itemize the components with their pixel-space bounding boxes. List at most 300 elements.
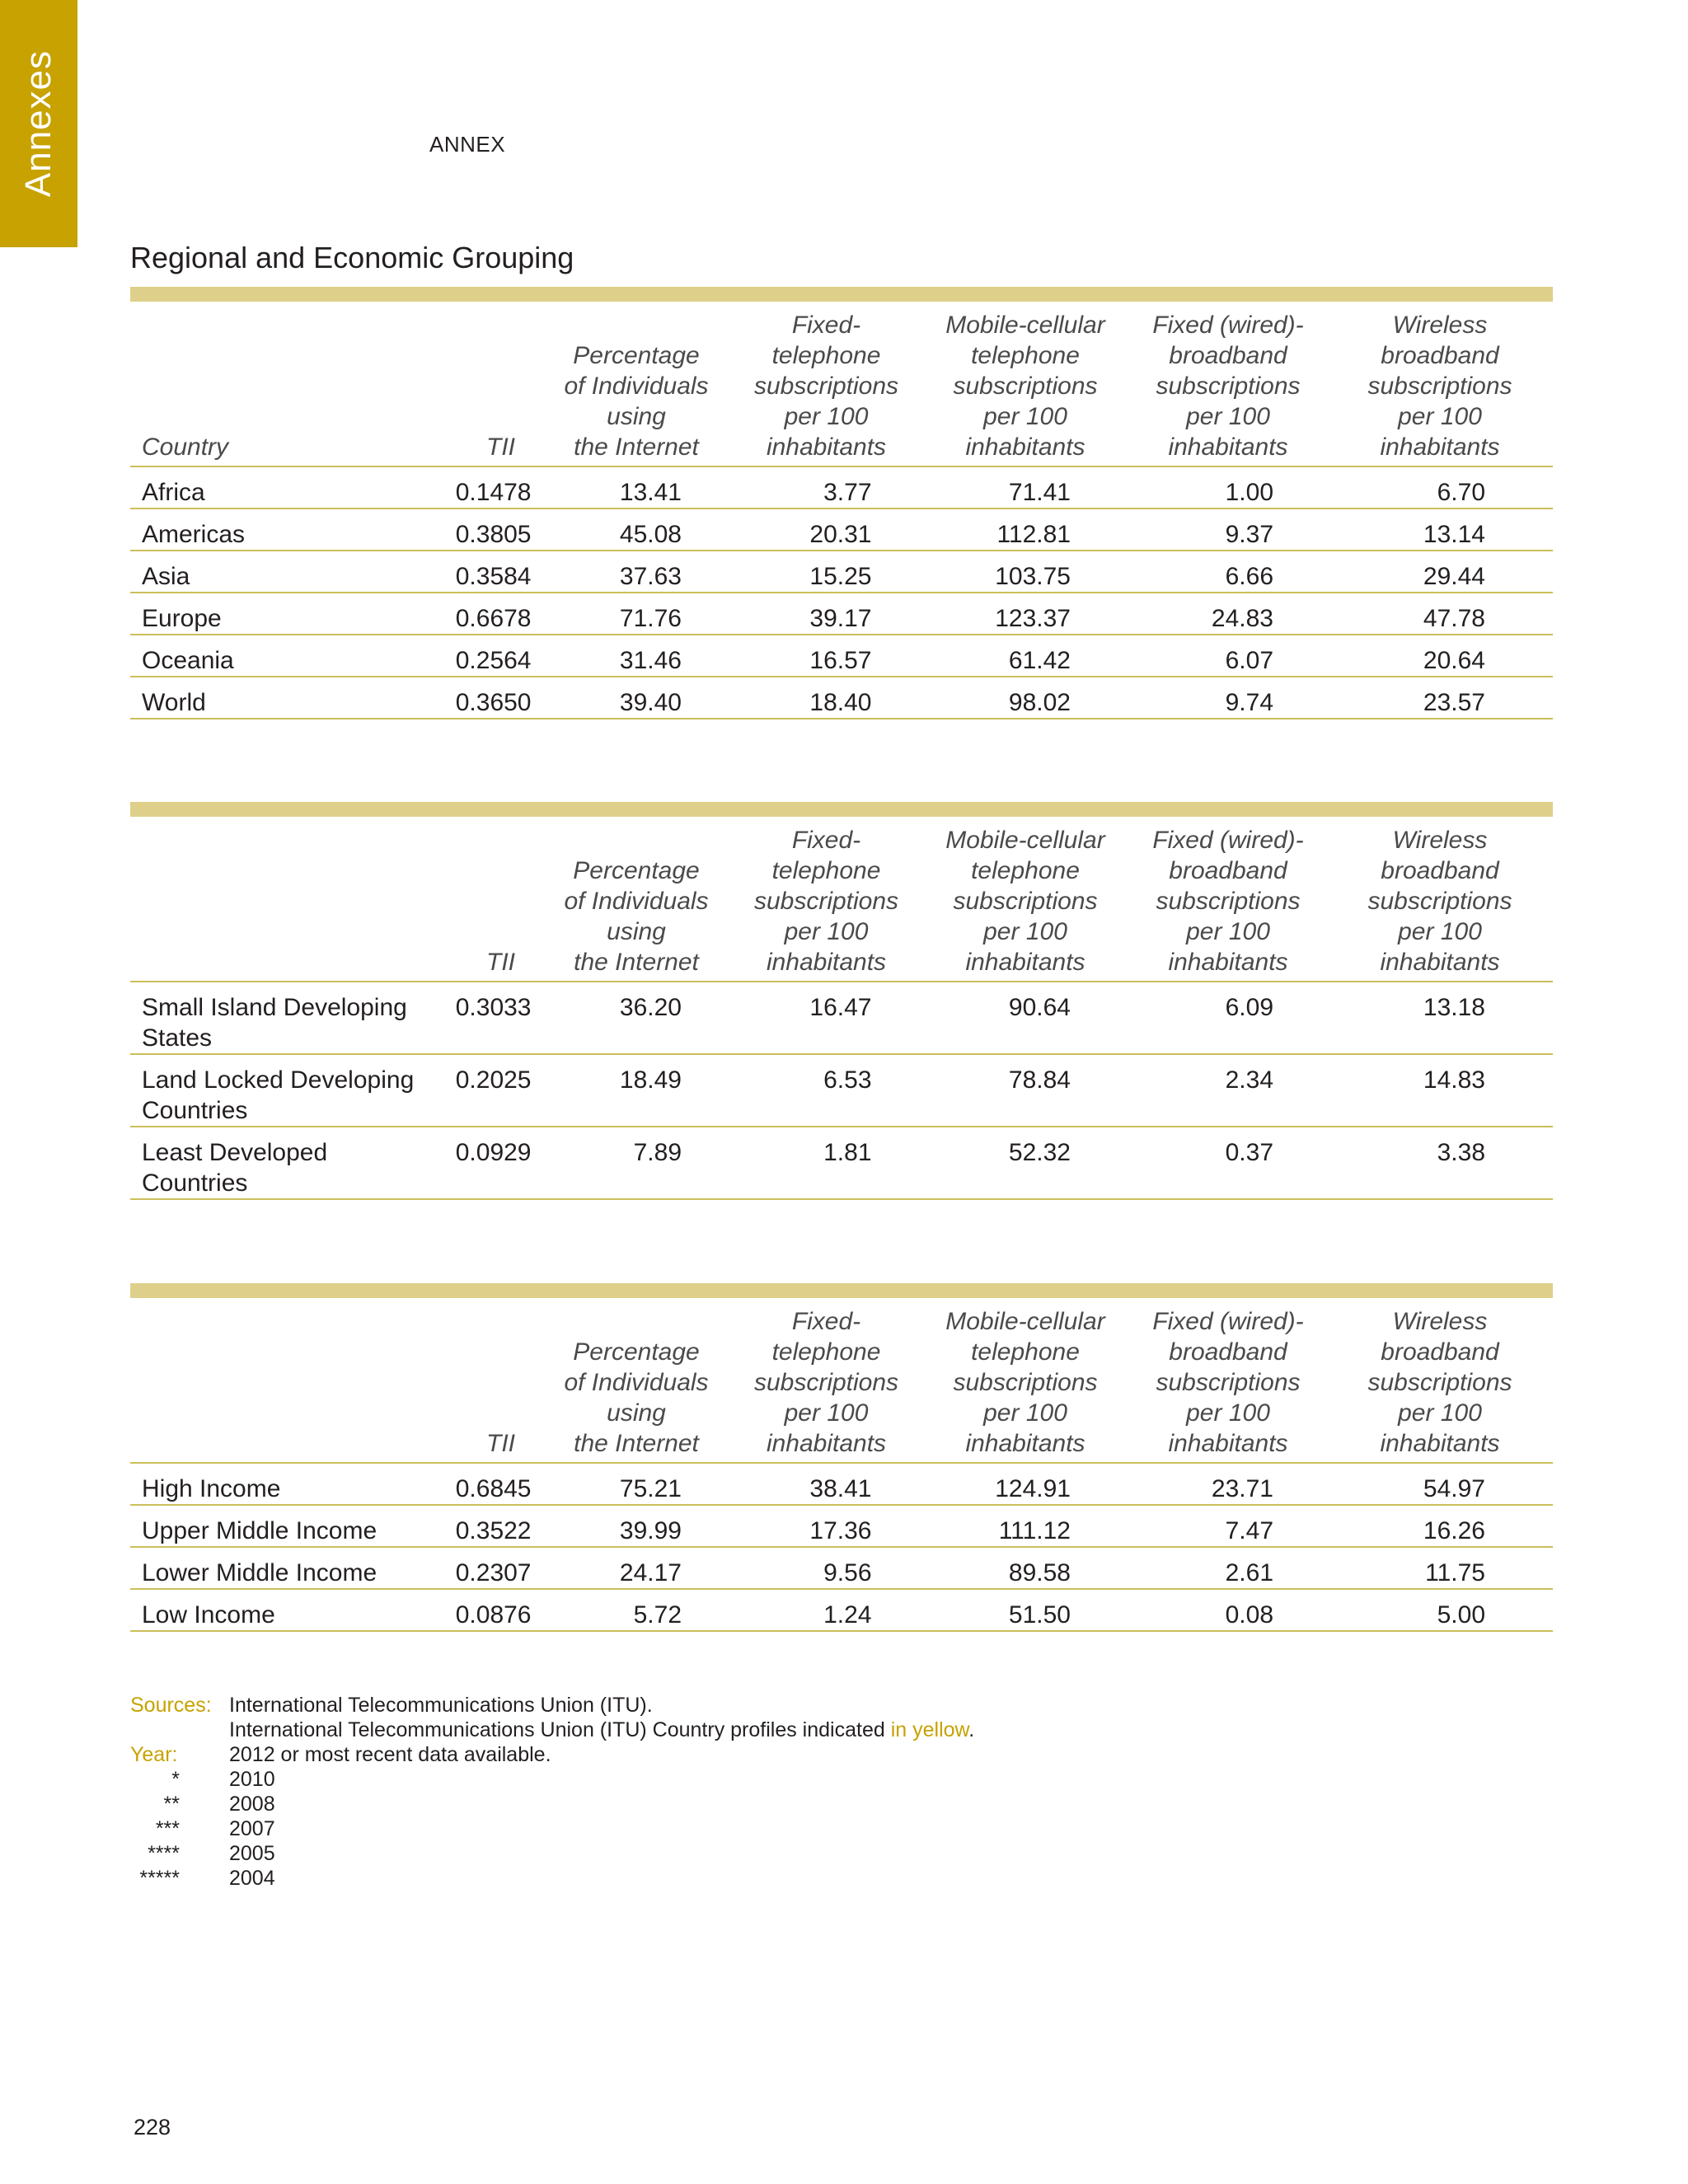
year-text: 2012 or most recent data available. [229, 1743, 551, 1766]
cell-tii [430, 1127, 542, 1199]
table-row [130, 1547, 1553, 1589]
col-header-mobile [921, 817, 1129, 982]
cell-value: 0.1478 [455, 479, 532, 506]
cell-value: 7.47 [1225, 1517, 1273, 1544]
cell-fixed-broadband [1129, 1589, 1327, 1631]
cell-fixed-telephone [731, 635, 921, 677]
header-line: per 100 [1398, 918, 1482, 945]
table-header-row [130, 817, 1553, 982]
cell-internet [542, 1463, 731, 1505]
cell-fixed-broadband [1129, 982, 1327, 1054]
header-line: of Individuals [564, 373, 709, 400]
cell-value: 112.81 [996, 521, 1071, 548]
header-line: inhabitants [965, 949, 1085, 976]
footnote-row [130, 1841, 974, 1866]
cell-value: 3.77 [823, 479, 872, 506]
cell-internet [542, 982, 731, 1054]
cell-value: 24.17 [619, 1559, 682, 1586]
header-line: inhabitants [1380, 949, 1500, 976]
cell-value: 47.78 [1423, 605, 1485, 632]
cell-fixed-broadband [1129, 1547, 1327, 1589]
header-line: inhabitants [965, 1430, 1085, 1457]
table-body [130, 466, 1553, 719]
cell-value: 89.58 [1008, 1559, 1071, 1586]
cell-value: 9.37 [1225, 521, 1273, 548]
year-label: Year: [130, 1743, 178, 1766]
footnote-row [130, 1767, 974, 1792]
table-row [130, 677, 1553, 719]
cell-internet [542, 1505, 731, 1547]
row-name-cell: Asia [130, 551, 430, 593]
row-name-cell: Europe [130, 593, 430, 635]
header-line: telephone [771, 1338, 881, 1366]
cell-value: 39.17 [809, 605, 872, 632]
cell-fixed-telephone [731, 509, 921, 551]
cell-value: 0.2025 [455, 1066, 532, 1094]
cell-value: 1.24 [823, 1601, 872, 1629]
cell-value: 9.56 [823, 1559, 872, 1586]
header-line: telephone [971, 342, 1080, 369]
header-line: subscriptions [1156, 1369, 1301, 1396]
cell-mobile [921, 1547, 1129, 1589]
cell-value: 1.81 [823, 1139, 872, 1166]
header-line: per 100 [784, 918, 869, 945]
cell-fixed-telephone [731, 1505, 921, 1547]
header-line: per 100 [983, 403, 1067, 430]
cell-wireless-broadband [1327, 1589, 1553, 1631]
header-line: subscriptions [953, 888, 1098, 915]
header-line: the Internet [574, 1430, 699, 1457]
table-row [130, 509, 1553, 551]
header-line: per 100 [1186, 918, 1270, 945]
cell-value: 0.3522 [455, 1517, 532, 1544]
table-row [130, 1505, 1553, 1547]
table-row [130, 466, 1553, 509]
cell-wireless-broadband [1327, 982, 1553, 1054]
row-name-cell: High Income [130, 1463, 430, 1505]
cell-internet [542, 509, 731, 551]
header-line: per 100 [784, 403, 869, 430]
cell-value: 0.08 [1225, 1601, 1273, 1629]
cell-wireless-broadband [1327, 1127, 1553, 1199]
cell-value: 7.89 [633, 1139, 682, 1166]
header-line: Wireless [1392, 312, 1488, 339]
cell-value: 23.57 [1423, 689, 1485, 716]
cell-value: 36.20 [619, 994, 682, 1021]
cell-fixed-telephone [731, 1054, 921, 1127]
cell-value: 61.42 [1008, 647, 1071, 674]
row-name-cell: Land Locked Developing Countries [130, 1054, 430, 1127]
cell-value: 0.2307 [455, 1559, 532, 1586]
footnote-list [130, 1767, 974, 1891]
footnote-mark: *** [155, 1817, 180, 1840]
cell-value: 90.64 [1008, 994, 1071, 1021]
footnote-mark: ***** [139, 1867, 180, 1890]
cell-mobile [921, 1505, 1129, 1547]
header-line: per 100 [1186, 403, 1270, 430]
cell-value: 23.71 [1211, 1475, 1273, 1502]
cell-wireless-broadband [1327, 1505, 1553, 1547]
cell-fixed-telephone [731, 551, 921, 593]
col-header-country: Country [130, 302, 430, 466]
table-row [130, 593, 1553, 635]
cell-value: 52.32 [1008, 1139, 1071, 1166]
page-title: Regional and Economic Grouping [130, 241, 574, 274]
footnote-year: 2008 [229, 1793, 275, 1816]
cell-value: 37.63 [619, 563, 682, 590]
cell-internet [542, 677, 731, 719]
cell-internet [542, 1127, 731, 1199]
header-line: per 100 [983, 1399, 1067, 1427]
cell-internet [542, 1589, 731, 1631]
header-line: inhabitants [1168, 434, 1288, 461]
cell-tii [430, 1589, 542, 1631]
cell-value: 45.08 [619, 521, 682, 548]
cell-value: 38.41 [809, 1475, 872, 1502]
header-line: inhabitants [766, 949, 887, 976]
header-line: inhabitants [1168, 1430, 1288, 1457]
cell-value: 6.09 [1225, 994, 1273, 1021]
cell-value: 0.2564 [455, 647, 532, 674]
cell-value: 2.34 [1225, 1066, 1273, 1094]
cell-wireless-broadband [1327, 1463, 1553, 1505]
cell-value: 0.6845 [455, 1475, 532, 1502]
cell-value: 6.70 [1437, 479, 1485, 506]
cell-value: 13.14 [1423, 521, 1485, 548]
header-line: subscriptions [1367, 888, 1512, 915]
header-line: broadband [1169, 342, 1287, 369]
footnote-mark: ** [163, 1793, 180, 1816]
cell-value: 13.18 [1423, 994, 1485, 1021]
cell-value: 123.37 [995, 605, 1071, 632]
col-header-fixed-broadband [1129, 817, 1327, 982]
header-line: Percentage [573, 342, 700, 369]
header-line: the Internet [574, 949, 699, 976]
header-line: subscriptions [1156, 373, 1301, 400]
header-line: inhabitants [766, 434, 887, 461]
col-header-tii: TII [430, 1298, 542, 1463]
row-name-cell: Lower Middle Income [130, 1547, 430, 1589]
cell-wireless-broadband [1327, 1054, 1553, 1127]
cell-mobile [921, 1054, 1129, 1127]
cell-tii [430, 635, 542, 677]
header-line: subscriptions [1156, 888, 1301, 915]
source-text-2-highlight: in yellow [890, 1718, 969, 1741]
cell-value: 14.83 [1423, 1066, 1485, 1094]
header-line: Percentage [573, 857, 700, 884]
row-name-cell: Small Island Developing States [130, 982, 430, 1054]
header-line: telephone [771, 857, 881, 884]
col-header-tii: TII [430, 302, 542, 466]
cell-internet [542, 1547, 731, 1589]
cell-value: 39.99 [619, 1517, 682, 1544]
table-band [130, 287, 1553, 302]
header-line: broadband [1381, 857, 1499, 884]
header-line: inhabitants [965, 434, 1085, 461]
cell-mobile [921, 509, 1129, 551]
header-line: per 100 [1186, 1399, 1270, 1427]
cell-value: 75.21 [619, 1475, 682, 1502]
cell-mobile [921, 1463, 1129, 1505]
data-table [130, 1298, 1553, 1632]
header-line: subscriptions [1367, 1369, 1512, 1396]
col-header-wireless-broadband [1327, 817, 1553, 982]
row-name-cell: Oceania [130, 635, 430, 677]
cell-value: 5.72 [633, 1601, 682, 1629]
header-line: broadband [1169, 1338, 1287, 1366]
header-line: Mobile-cellular [945, 827, 1105, 854]
cell-value: 51.50 [1008, 1601, 1071, 1629]
cell-value: 16.26 [1423, 1517, 1485, 1544]
cell-value: 29.44 [1423, 563, 1485, 590]
col-header-fixed-telephone [731, 1298, 921, 1463]
header-line: Wireless [1392, 1308, 1488, 1335]
cell-wireless-broadband [1327, 593, 1553, 635]
cell-value: 71.41 [1008, 479, 1071, 506]
cell-tii [430, 509, 542, 551]
data-table [130, 302, 1553, 719]
cell-fixed-broadband [1129, 1463, 1327, 1505]
header-line: subscriptions [753, 888, 899, 915]
header-line: subscriptions [953, 1369, 1098, 1396]
header-line: Fixed (wired)- [1152, 827, 1304, 854]
cell-fixed-telephone [731, 1463, 921, 1505]
source-text-2-suffix: . [968, 1718, 975, 1741]
cell-mobile [921, 982, 1129, 1054]
cell-tii [430, 677, 542, 719]
cell-value: 98.02 [1008, 689, 1071, 716]
header-line: inhabitants [766, 1430, 887, 1457]
table-header-row [130, 1298, 1553, 1463]
cell-internet [542, 1054, 731, 1127]
cell-fixed-telephone [731, 1127, 921, 1199]
side-tab-label: Annexes [18, 49, 59, 198]
table-row [130, 1463, 1553, 1505]
footnote-year: 2010 [229, 1768, 275, 1791]
header-line: inhabitants [1380, 1430, 1500, 1457]
table-band [130, 1283, 1553, 1298]
cell-fixed-broadband [1129, 466, 1327, 509]
cell-fixed-telephone [731, 677, 921, 719]
cell-value: 0.37 [1225, 1139, 1273, 1166]
col-header-internet [542, 302, 731, 466]
cell-value: 124.91 [995, 1475, 1071, 1502]
cell-value: 18.40 [809, 689, 872, 716]
sources-label-spacer [130, 1718, 229, 1742]
source-text-1: International Telecommunications Union (ITU). [229, 1694, 653, 1717]
row-name-cell: Low Income [130, 1589, 430, 1631]
cell-internet [542, 466, 731, 509]
source-text-2 [229, 1718, 974, 1742]
cell-value: 13.41 [619, 479, 682, 506]
table-row [130, 1589, 1553, 1631]
header-line: per 100 [983, 918, 1067, 945]
cell-tii [430, 982, 542, 1054]
cell-wireless-broadband [1327, 677, 1553, 719]
cell-tii [430, 1463, 542, 1505]
header-line: of Individuals [564, 888, 709, 915]
cell-tii [430, 551, 542, 593]
cell-value: 24.83 [1211, 605, 1273, 632]
cell-value: 11.75 [1425, 1559, 1485, 1586]
footnote-row [130, 1792, 974, 1816]
col-header-mobile [921, 302, 1129, 466]
header-line: inhabitants [1168, 949, 1288, 976]
table-header-row [130, 302, 1553, 466]
footnote-row [130, 1866, 974, 1891]
cell-value: 0.6678 [455, 605, 532, 632]
header-line: telephone [971, 1338, 1080, 1366]
header-line: using [607, 1399, 666, 1427]
sources-notes [130, 1693, 974, 1891]
cell-fixed-broadband [1129, 1054, 1327, 1127]
row-name-cell: Africa [130, 466, 430, 509]
table-band [130, 802, 1553, 817]
table-body [130, 1463, 1553, 1631]
income-group-table [130, 1283, 1553, 1632]
cell-fixed-telephone [731, 1589, 921, 1631]
cell-value: 9.74 [1225, 689, 1273, 716]
cell-mobile [921, 551, 1129, 593]
cell-tii [430, 466, 542, 509]
header-line: Mobile-cellular [945, 312, 1105, 339]
table-row [130, 1054, 1553, 1127]
col-header-fixed-telephone [731, 302, 921, 466]
cell-mobile [921, 635, 1129, 677]
row-name-cell: World [130, 677, 430, 719]
table-row [130, 551, 1553, 593]
cell-value: 1.00 [1225, 479, 1273, 506]
cell-value: 103.75 [995, 563, 1071, 590]
cell-value: 6.53 [823, 1066, 872, 1094]
cell-internet [542, 635, 731, 677]
header-line: Fixed- [791, 1308, 861, 1335]
cell-fixed-telephone [731, 1547, 921, 1589]
cell-value: 6.66 [1225, 563, 1273, 590]
sources-row [130, 1693, 974, 1718]
header-line: subscriptions [953, 373, 1098, 400]
cell-wireless-broadband [1327, 551, 1553, 593]
header-line: subscriptions [1367, 373, 1512, 400]
col-header-blank [130, 1298, 430, 1463]
cell-tii [430, 1505, 542, 1547]
table-row [130, 982, 1553, 1054]
row-name-cell: Least Developed Countries [130, 1127, 430, 1199]
header-line: Percentage [573, 1338, 700, 1366]
cell-fixed-broadband [1129, 1127, 1327, 1199]
col-header-fixed-broadband [1129, 302, 1327, 466]
col-header-wireless-broadband [1327, 1298, 1553, 1463]
cell-value: 20.64 [1423, 647, 1485, 674]
footnote-year: 2007 [229, 1817, 275, 1840]
cell-value: 18.49 [619, 1066, 682, 1094]
cell-value: 111.12 [998, 1517, 1071, 1544]
sources-label: Sources: [130, 1694, 212, 1717]
cell-value: 78.84 [1008, 1066, 1071, 1094]
header-line: the Internet [574, 434, 699, 461]
cell-fixed-broadband [1129, 593, 1327, 635]
annex-label: ANNEX [429, 132, 506, 157]
cell-fixed-broadband [1129, 635, 1327, 677]
cell-mobile [921, 593, 1129, 635]
header-line: broadband [1381, 1338, 1499, 1366]
header-line: Mobile-cellular [945, 1308, 1105, 1335]
row-name-cell: Upper Middle Income [130, 1505, 430, 1547]
cell-value: 31.46 [619, 647, 682, 674]
cell-fixed-broadband [1129, 677, 1327, 719]
development-group-table [130, 802, 1553, 1200]
cell-tii [430, 1054, 542, 1127]
col-header-tii: TII [430, 817, 542, 982]
cell-mobile [921, 1127, 1129, 1199]
cell-value: 2.61 [1225, 1559, 1273, 1586]
header-line: using [607, 918, 666, 945]
cell-value: 0.0876 [455, 1601, 532, 1629]
table-row [130, 635, 1553, 677]
col-header-mobile [921, 1298, 1129, 1463]
row-name-cell: Americas [130, 509, 430, 551]
header-line: Wireless [1392, 827, 1488, 854]
header-line: subscriptions [753, 1369, 899, 1396]
footnote-mark: **** [148, 1842, 180, 1865]
cell-value: 16.57 [809, 647, 872, 674]
col-header-fixed-telephone [731, 817, 921, 982]
header-line: using [607, 403, 666, 430]
page-number: 228 [134, 2115, 171, 2139]
cell-value: 0.3650 [455, 689, 532, 716]
cell-wireless-broadband [1327, 635, 1553, 677]
cell-fixed-broadband [1129, 551, 1327, 593]
cell-value: 15.25 [809, 563, 872, 590]
cell-value: 17.36 [809, 1517, 872, 1544]
cell-value: 71.76 [619, 605, 682, 632]
cell-mobile [921, 677, 1129, 719]
cell-internet [542, 593, 731, 635]
cell-value: 0.3584 [455, 563, 532, 590]
col-header-internet [542, 817, 731, 982]
source-text-2-prefix: International Telecommunications Union (ITU) Country profiles indicated [229, 1718, 891, 1741]
cell-fixed-broadband [1129, 1505, 1327, 1547]
col-header-fixed-broadband [1129, 1298, 1327, 1463]
cell-fixed-telephone [731, 982, 921, 1054]
header-line: inhabitants [1380, 434, 1500, 461]
col-header-internet [542, 1298, 731, 1463]
cell-value: 54.97 [1423, 1475, 1485, 1502]
cell-value: 16.47 [809, 994, 872, 1021]
cell-fixed-telephone [731, 466, 921, 509]
header-line: Fixed- [791, 827, 861, 854]
table-body [130, 982, 1553, 1199]
cell-tii [430, 1547, 542, 1589]
header-line: telephone [771, 342, 881, 369]
cell-value: 6.07 [1225, 647, 1273, 674]
cell-value: 0.3033 [455, 994, 532, 1021]
cell-value: 20.31 [809, 521, 872, 548]
cell-mobile [921, 466, 1129, 509]
header-line: per 100 [1398, 1399, 1482, 1427]
header-line: broadband [1169, 857, 1287, 884]
footnote-mark: * [171, 1768, 180, 1791]
col-header-blank [130, 817, 430, 982]
data-table [130, 817, 1553, 1200]
header-line: Fixed- [791, 312, 861, 339]
header-line: per 100 [784, 1399, 869, 1427]
col-header-wireless-broadband [1327, 302, 1553, 466]
cell-fixed-broadband [1129, 509, 1327, 551]
header-line: Fixed (wired)- [1152, 312, 1304, 339]
cell-tii [430, 593, 542, 635]
header-line: broadband [1381, 342, 1499, 369]
